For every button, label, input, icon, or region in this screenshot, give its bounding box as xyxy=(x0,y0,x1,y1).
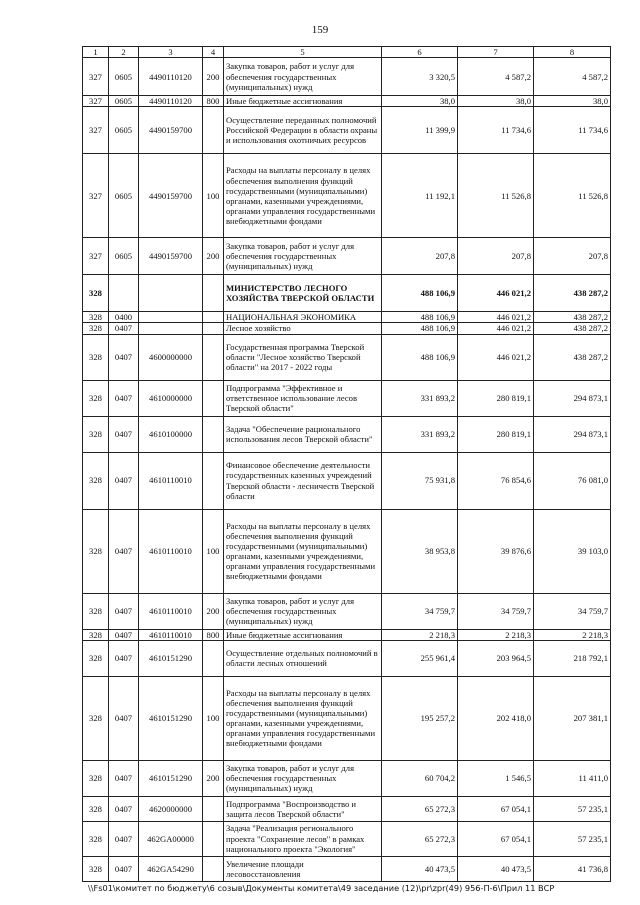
description-cell: Закупка товаров, работ и услуг для обеспечения государственных (муниципальных) нужд xyxy=(224,760,382,796)
description-cell: Закупка товаров, работ и услуг для обеспечения государственных (муниципальных) нужд xyxy=(224,238,382,275)
amount-cell: 11 734,6 xyxy=(458,107,534,154)
section-code-cell: 0407 xyxy=(109,323,139,334)
expense-type-cell: 800 xyxy=(203,629,224,640)
amount-cell: 67 054,1 xyxy=(458,796,534,821)
amount-cell: 41 736,8 xyxy=(534,856,611,881)
row-code-cell: 328 xyxy=(83,380,109,416)
target-article-cell: 4610110010 xyxy=(139,452,203,509)
row-code-cell: 328 xyxy=(83,760,109,796)
target-article-cell: 4490110120 xyxy=(139,96,203,107)
section-code-cell: 0605 xyxy=(109,96,139,107)
expense-type-cell xyxy=(203,821,224,856)
row-code-cell: 327 xyxy=(83,96,109,107)
amount-cell: 11 526,8 xyxy=(534,154,611,238)
section-code-cell: 0407 xyxy=(109,760,139,796)
section-code-cell: 0407 xyxy=(109,452,139,509)
amount-cell: 11 399,9 xyxy=(382,107,458,154)
amount-cell: 34 759,7 xyxy=(382,593,458,629)
column-header: 7 xyxy=(458,47,534,58)
amount-cell: 76 081,0 xyxy=(534,452,611,509)
amount-cell: 39 103,0 xyxy=(534,509,611,593)
description-cell: Лесное хозяйство xyxy=(224,323,382,334)
amount-cell: 57 235,1 xyxy=(534,821,611,856)
amount-cell: 488 106,9 xyxy=(382,334,458,380)
expense-type-cell xyxy=(203,380,224,416)
table-row xyxy=(83,154,611,238)
amount-cell: 438 287,2 xyxy=(534,334,611,380)
amount-cell: 76 854,6 xyxy=(458,452,534,509)
row-code-cell: 328 xyxy=(83,312,109,323)
amount-cell: 488 106,9 xyxy=(382,312,458,323)
section-code-cell: 0407 xyxy=(109,416,139,452)
expense-type-cell: 100 xyxy=(203,676,224,760)
target-article-cell: 4490159700 xyxy=(139,154,203,238)
section-code-cell: 0400 xyxy=(109,312,139,323)
description-cell: Задача "Реализация регионального проекта "Сохранение лесов" в рамках национального проекта "Экология" xyxy=(224,821,382,856)
target-article-cell: 4490110120 xyxy=(139,58,203,96)
target-article-cell: 4610151290 xyxy=(139,676,203,760)
amount-cell: 202 418,0 xyxy=(458,676,534,760)
expense-type-cell: 100 xyxy=(203,154,224,238)
section-code-cell: 0605 xyxy=(109,58,139,96)
section-code-cell: 0605 xyxy=(109,238,139,275)
description-cell: Иные бюджетные ассигнования xyxy=(224,96,382,107)
expense-type-cell: 100 xyxy=(203,509,224,593)
expense-type-cell xyxy=(203,312,224,323)
description-cell: МИНИСТЕРСТВО ЛЕСНОГО ХОЗЯЙСТВА ТВЕРСКОЙ ОБЛАСТИ xyxy=(224,275,382,312)
page-number: 159 xyxy=(311,24,329,36)
target-article-cell: 4490159700 xyxy=(139,107,203,154)
description-cell: Расходы на выплаты персоналу в целях обеспечения выполнения функций государственными (муниципальными) органами, казенными учреждениями, органами управления государственными внебюджетными фондами xyxy=(224,154,382,238)
amount-cell: 11 411,0 xyxy=(534,760,611,796)
table-row xyxy=(83,509,611,593)
table-row xyxy=(83,856,611,881)
table-row xyxy=(83,58,611,96)
target-article-cell: 4610110010 xyxy=(139,509,203,593)
expense-type-cell: 800 xyxy=(203,96,224,107)
row-code-cell: 328 xyxy=(83,676,109,760)
expense-type-cell: 200 xyxy=(203,238,224,275)
amount-cell: 294 873,1 xyxy=(534,380,611,416)
table-row xyxy=(83,593,611,629)
description-cell: Подпрограмма "Воспроизводство и защита лесов Тверской области" xyxy=(224,796,382,821)
table-row xyxy=(83,96,611,107)
column-header: 4 xyxy=(203,47,224,58)
section-code-cell: 0407 xyxy=(109,676,139,760)
column-header: 3 xyxy=(139,47,203,58)
target-article-cell: 4610151290 xyxy=(139,640,203,676)
description-cell: Закупка товаров, работ и услуг для обеспечения государственных (муниципальных) нужд xyxy=(224,58,382,96)
expense-type-cell xyxy=(203,796,224,821)
amount-cell: 11 192,1 xyxy=(382,154,458,238)
column-header: 5 xyxy=(224,47,382,58)
column-header: 8 xyxy=(534,47,611,58)
target-article-cell: 4620000000 xyxy=(139,796,203,821)
section-code-cell: 0407 xyxy=(109,856,139,881)
table-row xyxy=(83,275,611,312)
section-code-cell: 0407 xyxy=(109,640,139,676)
table-row xyxy=(83,629,611,640)
amount-cell: 488 106,9 xyxy=(382,323,458,334)
amount-cell: 38,0 xyxy=(382,96,458,107)
row-code-cell: 328 xyxy=(83,452,109,509)
row-code-cell: 328 xyxy=(83,334,109,380)
amount-cell: 280 819,1 xyxy=(458,416,534,452)
section-code-cell: 0407 xyxy=(109,509,139,593)
expense-type-cell xyxy=(203,640,224,676)
row-code-cell: 327 xyxy=(83,107,109,154)
amount-cell: 195 257,2 xyxy=(382,676,458,760)
section-code-cell: 0407 xyxy=(109,796,139,821)
description-cell: Расходы на выплаты персоналу в целях обеспечения выполнения функций государственными (муниципальными) органами, казенными учреждениями, органами управления государственными внебюджетными фондами xyxy=(224,676,382,760)
row-code-cell: 328 xyxy=(83,796,109,821)
amount-cell: 255 961,4 xyxy=(382,640,458,676)
target-article-cell: 462GA00000 xyxy=(139,821,203,856)
row-code-cell: 327 xyxy=(83,58,109,96)
amount-cell: 40 473,5 xyxy=(458,856,534,881)
target-article-cell: 4610100000 xyxy=(139,416,203,452)
description-cell: Расходы на выплаты персоналу в целях обеспечения выполнения функций государственными (муниципальными) органами, казенными учреждениями, органами управления государственными внебюджетными фондами xyxy=(224,509,382,593)
amount-cell: 438 287,2 xyxy=(534,275,611,312)
target-article-cell xyxy=(139,275,203,312)
amount-cell: 40 473,5 xyxy=(382,856,458,881)
table-row xyxy=(83,821,611,856)
row-code-cell: 328 xyxy=(83,416,109,452)
row-code-cell: 327 xyxy=(83,238,109,275)
expense-type-cell xyxy=(203,107,224,154)
footer-file-path: \\Fs01\комитет по бюджету\6 созыв\Документы комитета\49 заседание (12)\pr\zpr(49) 956-П-6\Прил 11 ВСР xyxy=(88,883,555,893)
table-header xyxy=(83,47,611,58)
description-cell: Задача "Обеспечение рационального использования лесов Тверской области" xyxy=(224,416,382,452)
table-row xyxy=(83,107,611,154)
section-code-cell: 0407 xyxy=(109,593,139,629)
amount-cell: 39 876,6 xyxy=(458,509,534,593)
row-code-cell: 328 xyxy=(83,323,109,334)
table-row xyxy=(83,640,611,676)
amount-cell: 294 873,1 xyxy=(534,416,611,452)
section-code-cell: 0407 xyxy=(109,821,139,856)
description-cell: НАЦИОНАЛЬНАЯ ЭКОНОМИКА xyxy=(224,312,382,323)
target-article-cell xyxy=(139,312,203,323)
amount-cell: 280 819,1 xyxy=(458,380,534,416)
description-cell: Увеличение площади лесовосстановления xyxy=(224,856,382,881)
expense-type-cell: 200 xyxy=(203,58,224,96)
amount-cell: 207,8 xyxy=(382,238,458,275)
amount-cell: 34 759,7 xyxy=(458,593,534,629)
table-row xyxy=(83,676,611,760)
amount-cell: 34 759,7 xyxy=(534,593,611,629)
description-cell: Закупка товаров, работ и услуг для обеспечения государственных (муниципальных) нужд xyxy=(224,593,382,629)
amount-cell: 446 021,2 xyxy=(458,334,534,380)
expense-type-cell xyxy=(203,334,224,380)
amount-cell: 446 021,2 xyxy=(458,275,534,312)
section-code-cell xyxy=(109,275,139,312)
amount-cell: 38 953,8 xyxy=(382,509,458,593)
amount-cell: 207,8 xyxy=(534,238,611,275)
amount-cell: 446 021,2 xyxy=(458,312,534,323)
table-row xyxy=(83,760,611,796)
table-row xyxy=(83,323,611,334)
description-cell: Иные бюджетные ассигнования xyxy=(224,629,382,640)
target-article-cell: 4600000000 xyxy=(139,334,203,380)
amount-cell: 57 235,1 xyxy=(534,796,611,821)
row-code-cell: 328 xyxy=(83,821,109,856)
expense-type-cell xyxy=(203,275,224,312)
amount-cell: 488 106,9 xyxy=(382,275,458,312)
section-code-cell: 0605 xyxy=(109,107,139,154)
table-row xyxy=(83,334,611,380)
amount-cell: 446 021,2 xyxy=(458,323,534,334)
section-code-cell: 0407 xyxy=(109,380,139,416)
section-code-cell: 0407 xyxy=(109,334,139,380)
amount-cell: 331 893,2 xyxy=(382,416,458,452)
description-cell: Подпрограмма "Эффективное и ответственное использование лесов Тверской области" xyxy=(224,380,382,416)
amount-cell: 4 587,2 xyxy=(458,58,534,96)
amount-cell: 207,8 xyxy=(458,238,534,275)
expense-type-cell: 200 xyxy=(203,760,224,796)
target-article-cell: 4490159700 xyxy=(139,238,203,275)
amount-cell: 38,0 xyxy=(458,96,534,107)
amount-cell: 331 893,2 xyxy=(382,380,458,416)
row-code-cell: 328 xyxy=(83,629,109,640)
target-article-cell xyxy=(139,323,203,334)
table-body xyxy=(83,58,611,882)
table-row xyxy=(83,380,611,416)
amount-cell: 438 287,2 xyxy=(534,323,611,334)
column-header: 2 xyxy=(109,47,139,58)
section-code-cell: 0407 xyxy=(109,629,139,640)
row-code-cell: 328 xyxy=(83,640,109,676)
amount-cell: 1 546,5 xyxy=(458,760,534,796)
amount-cell: 65 272,3 xyxy=(382,821,458,856)
description-cell: Государственная программа Тверской области "Лесное хозяйство Тверской области" на 2017 - 2022 годы xyxy=(224,334,382,380)
amount-cell: 2 218,3 xyxy=(534,629,611,640)
amount-cell: 3 320,5 xyxy=(382,58,458,96)
target-article-cell: 462GA54290 xyxy=(139,856,203,881)
table-row xyxy=(83,452,611,509)
table-row xyxy=(83,796,611,821)
row-code-cell: 328 xyxy=(83,593,109,629)
target-article-cell: 4610110010 xyxy=(139,593,203,629)
row-code-cell: 327 xyxy=(83,154,109,238)
description-cell: Финансовое обеспечение деятельности государственных казенных учреждений Тверской области - лесничеств Тверской области xyxy=(224,452,382,509)
amount-cell: 75 931,8 xyxy=(382,452,458,509)
description-cell: Осуществление переданных полномочий Российской Федерации в области охраны и использования охотничьих ресурсов xyxy=(224,107,382,154)
amount-cell: 438 287,2 xyxy=(534,312,611,323)
expense-type-cell xyxy=(203,856,224,881)
amount-cell: 218 792,1 xyxy=(534,640,611,676)
row-code-cell: 328 xyxy=(83,275,109,312)
amount-cell: 4 587,2 xyxy=(534,58,611,96)
row-code-cell: 328 xyxy=(83,509,109,593)
section-code-cell: 0605 xyxy=(109,154,139,238)
table-row xyxy=(83,416,611,452)
row-code-cell: 328 xyxy=(83,856,109,881)
amount-cell: 203 964,5 xyxy=(458,640,534,676)
amount-cell: 207 381,1 xyxy=(534,676,611,760)
budget-table xyxy=(82,46,611,882)
expense-type-cell xyxy=(203,452,224,509)
target-article-cell: 4610000000 xyxy=(139,380,203,416)
target-article-cell: 4610151290 xyxy=(139,760,203,796)
amount-cell: 11 526,8 xyxy=(458,154,534,238)
amount-cell: 38,0 xyxy=(534,96,611,107)
column-header: 6 xyxy=(382,47,458,58)
amount-cell: 60 704,2 xyxy=(382,760,458,796)
table-row xyxy=(83,312,611,323)
expense-type-cell: 200 xyxy=(203,593,224,629)
amount-cell: 65 272,3 xyxy=(382,796,458,821)
amount-cell: 2 218,3 xyxy=(458,629,534,640)
target-article-cell: 4610110010 xyxy=(139,629,203,640)
amount-cell: 67 054,1 xyxy=(458,821,534,856)
expense-type-cell xyxy=(203,416,224,452)
amount-cell: 11 734,6 xyxy=(534,107,611,154)
description-cell: Осуществление отдельных полномочий в области лесных отношений xyxy=(224,640,382,676)
table-row xyxy=(83,238,611,275)
amount-cell: 2 218,3 xyxy=(382,629,458,640)
column-header: 1 xyxy=(83,47,109,58)
expense-type-cell xyxy=(203,323,224,334)
